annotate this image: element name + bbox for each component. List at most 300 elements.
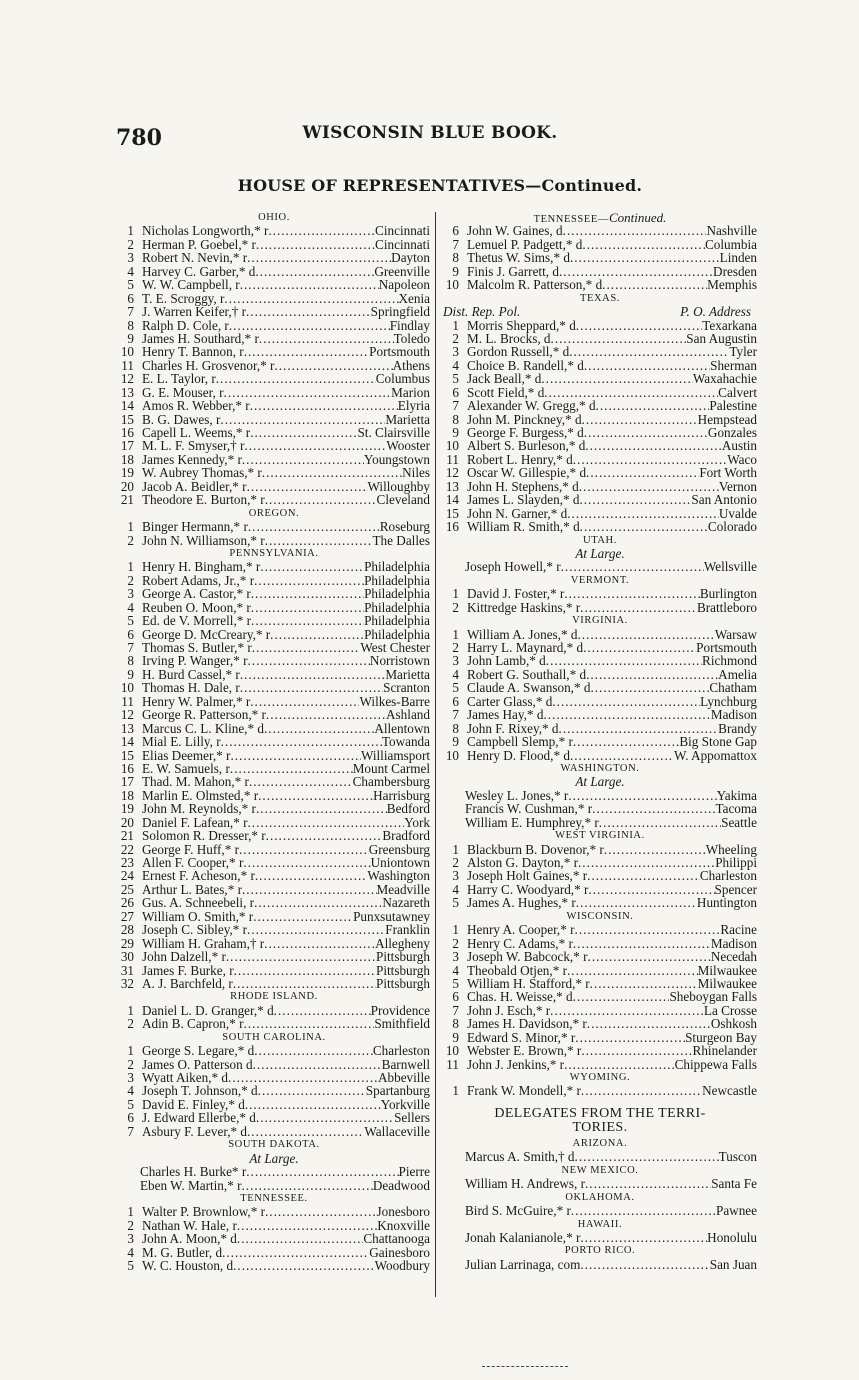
member-name: William A. Jones,* d — [467, 626, 578, 642]
district-number: 30 — [120, 949, 134, 965]
state-block-tennessee-continued — [443, 224, 757, 291]
territory-heading: OKLAHOMA. — [565, 1191, 635, 1203]
member-name: George S. Legare,* d — [142, 1043, 255, 1059]
member-row — [443, 413, 757, 426]
dot-leader — [561, 560, 704, 573]
district-number: 11 — [121, 693, 134, 709]
dot-leader — [220, 413, 385, 426]
member-row — [118, 1232, 430, 1245]
dot-leader — [246, 1165, 398, 1178]
member-name: David J. Foster,* r — [467, 586, 565, 602]
state-heading: UTAH. — [583, 534, 617, 546]
state-block-ohio — [118, 211, 430, 507]
dot-leader — [239, 843, 369, 856]
dot-leader — [587, 1017, 711, 1030]
member-name: Capell L. Weems,* r — [142, 425, 251, 440]
member-row — [443, 587, 757, 600]
post-office: Brandy — [718, 720, 757, 736]
district-number: 5 — [452, 371, 459, 387]
member-name: B. G. Dawes, r — [142, 411, 221, 427]
district-number: 7 — [452, 707, 459, 723]
district-number: 4 — [127, 1244, 134, 1260]
member-name: Theodore E. Burton,* r — [142, 492, 265, 508]
member-name: Wesley L. Jones,* r — [465, 787, 569, 803]
district-number: 6 — [452, 693, 459, 709]
member-row — [443, 601, 757, 614]
section-title: HOUSE OF REPRESENTATIVES—Continued. — [237, 176, 643, 195]
district-number: 5 — [452, 680, 459, 696]
member-row — [443, 628, 757, 641]
left-column — [118, 211, 430, 1273]
district-number: 4 — [127, 599, 134, 615]
post-office: Pittsburgh — [376, 975, 430, 991]
post-office: Seattle — [721, 814, 757, 830]
member-row — [118, 359, 430, 372]
page-number: 780 — [116, 125, 162, 151]
district-number: 14 — [445, 492, 459, 508]
member-row — [118, 964, 430, 977]
member-row — [443, 977, 757, 990]
member-row — [443, 493, 757, 506]
dot-leader — [265, 1205, 377, 1218]
dot-leader — [579, 480, 719, 493]
member-name: Theobald Otjen,* r — [467, 962, 567, 978]
at-large-subheading: At Large. — [249, 1150, 299, 1166]
state-heading: WYOMING. — [569, 1072, 631, 1084]
member-row — [118, 466, 430, 479]
member-name: Robert G. Southall,* d — [467, 666, 587, 682]
member-name: John W. Gaines, d — [467, 223, 563, 239]
state-heading: WISCONSIN. — [566, 910, 634, 922]
district-number: 3 — [452, 344, 459, 360]
post-office: Santa Fe — [711, 1176, 757, 1192]
district-number: 8 — [452, 720, 459, 736]
dot-leader — [567, 964, 698, 977]
post-office: Dayton — [391, 250, 430, 266]
dot-leader — [580, 1258, 709, 1271]
member-name: Claude A. Swanson,* d — [467, 680, 591, 696]
post-office: San Augustin — [686, 330, 757, 346]
dot-leader — [264, 722, 374, 735]
member-row — [443, 641, 757, 654]
member-name: Eben W. Martin,* r — [140, 1177, 242, 1193]
member-row — [443, 560, 757, 573]
member-name: George D. McCreary,* r — [142, 626, 271, 642]
member-name: W. W. Campbell, r — [142, 277, 240, 293]
member-row — [443, 708, 757, 721]
member-name: Wyatt Aiken,* d — [142, 1070, 229, 1085]
member-name: Henry A. Cooper,* r — [467, 922, 575, 938]
post-office: Texarkana — [702, 317, 757, 333]
member-row — [118, 265, 430, 278]
district-number: 7 — [452, 398, 459, 414]
district-number: 3 — [127, 250, 134, 266]
member-name: John M. Reynolds,* r — [142, 801, 256, 817]
post-office: Towanda — [381, 734, 430, 750]
district-number: 13 — [445, 478, 459, 494]
dot-leader — [578, 856, 715, 869]
dot-leader — [230, 762, 353, 775]
member-row — [443, 883, 757, 896]
post-office: Fort Worth — [699, 465, 757, 481]
dot-leader — [256, 802, 387, 815]
member-name: Kittredge Haskins,* r — [467, 599, 581, 615]
member-row — [118, 762, 430, 775]
district-number: 5 — [452, 895, 459, 911]
district-number: 1 — [127, 1043, 134, 1059]
dot-leader — [564, 1058, 675, 1071]
member-name: Morris Sheppard,* d — [467, 317, 576, 333]
member-name: William H. Andrews, r — [465, 1176, 585, 1192]
state-block-vermont — [443, 574, 757, 614]
district-number: 14 — [120, 734, 134, 750]
member-row — [443, 1031, 757, 1044]
dot-leader — [241, 1179, 372, 1192]
member-name: Scott Field,* d — [467, 384, 545, 400]
dot-leader — [573, 937, 711, 950]
dot-leader — [559, 265, 713, 278]
post-office: Roseburg — [379, 519, 430, 535]
post-office: Harrisburg — [373, 787, 430, 803]
district-number: 12 — [120, 707, 134, 723]
state-block-tennessee — [118, 1192, 430, 1273]
post-office: Chatham — [709, 680, 757, 696]
member-row — [443, 359, 757, 372]
post-office: Hempstead — [697, 411, 757, 427]
dot-leader — [247, 480, 368, 493]
member-name: Campbell Slemp,* r — [467, 734, 573, 750]
district-number: 2 — [452, 599, 459, 615]
member-name: Joseph W. Babcock,* r — [467, 949, 588, 965]
dot-leader — [229, 319, 390, 332]
district-number: 1 — [127, 223, 134, 239]
district-number: 18 — [120, 451, 134, 467]
dot-leader — [576, 319, 702, 332]
state-heading: OREGON. — [248, 507, 300, 519]
dot-leader — [224, 386, 392, 399]
post-office: Mount Carmel — [352, 760, 430, 776]
member-name: Frank W. Mondell,* r — [467, 1083, 581, 1099]
member-name: Joseph T. Johnson,* d — [142, 1083, 258, 1099]
dot-leader — [588, 950, 711, 963]
post-office: Pittsburgh — [376, 949, 430, 965]
member-row — [118, 816, 430, 829]
member-name: James F. Burke, r — [142, 962, 234, 978]
member-row — [443, 856, 757, 869]
post-office: Ashland — [386, 707, 430, 723]
column-heading-left: Dist. Rep. Pol. — [443, 304, 521, 320]
district-number: 7 — [452, 236, 459, 252]
dot-leader — [248, 816, 405, 829]
dot-leader — [559, 722, 719, 735]
district-number: 7 — [127, 1123, 134, 1139]
post-office: Brattleboro — [696, 599, 757, 615]
member-name: William O. Smith,* r — [142, 908, 254, 924]
state-block-rhode-island — [118, 990, 430, 1030]
member-row — [443, 990, 757, 1003]
dot-leader — [570, 251, 720, 264]
post-office: Sellers — [394, 1110, 430, 1126]
dot-leader — [253, 910, 353, 923]
post-office: Findlay — [389, 317, 430, 333]
member-name: William H. Stafford,* r — [467, 975, 590, 991]
member-name: Lemuel P. Padgett,* d — [467, 236, 583, 252]
district-number: 3 — [127, 1231, 134, 1247]
member-name: Solomon R. Dresser,* r — [142, 828, 266, 844]
member-name: Marcus C. L. Kline,* d — [142, 720, 264, 736]
state-heading: RHODE ISLAND. — [230, 991, 318, 1003]
post-office: Richmond — [702, 653, 757, 669]
member-name: Robert N. Nevin,* r — [142, 250, 248, 266]
post-office: Charleston — [372, 1043, 430, 1059]
member-row — [118, 1259, 430, 1272]
dot-leader — [596, 399, 710, 412]
dot-leader — [254, 896, 382, 909]
district-number: 9 — [452, 1029, 459, 1045]
member-row — [443, 319, 757, 332]
post-office: Portsmouth — [369, 344, 430, 360]
district-number: 28 — [120, 922, 134, 938]
member-row — [118, 587, 430, 600]
post-office: Williamsport — [360, 747, 430, 763]
member-name: Thomas S. Butler,* r — [142, 640, 252, 655]
member-row — [443, 950, 757, 963]
member-name: John M. Pinckney,* d — [467, 411, 582, 427]
district-number: 5 — [127, 1096, 134, 1112]
dot-leader — [250, 399, 398, 412]
district-number: 2 — [127, 236, 134, 252]
post-office: Wooster — [386, 438, 430, 454]
dot-leader — [221, 735, 382, 748]
post-office: Madison — [710, 707, 757, 723]
state-block-texas — [443, 292, 757, 534]
member-name: Elias Deemer,* r — [142, 747, 231, 763]
post-office: The Dalles — [372, 532, 430, 548]
dot-leader — [586, 668, 718, 681]
district-number: 2 — [127, 1217, 134, 1233]
member-name: Ralph D. Cole, r — [142, 317, 229, 333]
post-office: Xenia — [398, 290, 430, 306]
post-office: Elyria — [397, 398, 430, 414]
post-office: Wellsville — [703, 559, 757, 575]
member-row — [118, 534, 430, 547]
member-name: Thetus W. Sims,* d — [467, 250, 570, 266]
post-office: San Antonio — [691, 492, 757, 508]
member-name: T. E. Scroggy, r — [142, 290, 225, 306]
member-row — [443, 399, 757, 412]
member-row — [443, 802, 757, 815]
dot-leader — [579, 493, 691, 506]
post-office: Philadelphia — [364, 613, 430, 629]
post-office: Racine — [720, 922, 757, 938]
dot-leader — [253, 1058, 382, 1071]
member-row — [443, 1044, 757, 1057]
member-name: James Kennedy,* r — [142, 451, 242, 467]
post-office: Allegheny — [375, 935, 430, 951]
district-number: 21 — [120, 492, 134, 508]
member-row — [118, 668, 430, 681]
member-name: George F. Burgess,* d — [467, 425, 584, 441]
dot-leader — [237, 1219, 377, 1232]
member-name: Jack Beall,* d — [467, 371, 542, 387]
district-number: 11 — [446, 1056, 459, 1072]
member-name: Charles H. Burke* r — [140, 1164, 247, 1180]
district-number: 10 — [445, 747, 459, 763]
post-office: Bradford — [382, 828, 430, 844]
member-name: Choice B. Randell,* d — [467, 357, 584, 373]
post-office: Waxahachie — [692, 371, 757, 387]
column-heading-right: P. O. Address — [680, 304, 751, 320]
dot-leader — [247, 1125, 364, 1138]
member-row — [118, 654, 430, 667]
member-row — [443, 735, 757, 748]
dot-leader — [247, 654, 369, 667]
running-title: WISCONSIN BLUE BOOK. — [302, 123, 558, 143]
post-office: Tacoma — [715, 801, 757, 817]
district-number: 6 — [452, 989, 459, 1005]
member-row — [118, 399, 430, 412]
member-name: Binger Hermann,* r — [142, 519, 248, 535]
member-name: W. Aubrey Thomas,* r — [142, 465, 262, 481]
post-office: Charleston — [699, 868, 757, 884]
member-row — [118, 574, 430, 587]
member-row — [443, 265, 757, 278]
district-number: 31 — [120, 962, 134, 978]
member-name: Nicholas Longworth,* r — [142, 223, 269, 239]
member-name: George R. Patterson,* r — [142, 707, 266, 723]
delegates-heading-line-1: DELEGATES FROM THE TERRI- — [494, 1105, 706, 1121]
post-office: Cleveland — [376, 492, 430, 508]
district-number: 5 — [452, 975, 459, 991]
district-number: 1 — [127, 519, 134, 535]
column-headings — [443, 305, 757, 318]
district-number: 6 — [127, 1110, 134, 1126]
member-name: William E. Humphrey,* r — [465, 814, 599, 830]
member-row — [443, 843, 757, 856]
delegate-row — [443, 1177, 757, 1190]
post-office: Burlington — [699, 586, 757, 602]
member-row — [118, 614, 430, 627]
district-number: 1 — [452, 317, 459, 333]
dot-leader — [240, 668, 386, 681]
post-office: Punxsutawney — [353, 908, 430, 924]
member-name: Charles H. Grosvenor,* r — [142, 357, 275, 373]
post-office: Sherman — [710, 357, 757, 373]
post-office: Spartanburg — [365, 1083, 430, 1099]
member-name: Blackburn B. Dovenor,* r — [467, 841, 604, 857]
dot-leader — [551, 332, 687, 345]
post-office: W. Appomattox — [673, 747, 757, 763]
member-name: James O. Patterson d — [142, 1056, 253, 1072]
member-name: Joseph C. Sibley,* r — [142, 922, 248, 938]
member-row — [443, 1084, 757, 1097]
member-row — [118, 292, 430, 305]
member-row — [443, 896, 757, 909]
district-number: 14 — [120, 398, 134, 414]
dot-leader — [251, 601, 364, 614]
post-office: Columbia — [704, 236, 757, 252]
dot-leader — [233, 1259, 375, 1272]
dot-leader — [247, 251, 391, 264]
member-name: Marlin E. Olmsted,* r — [142, 787, 259, 803]
dot-leader — [592, 802, 715, 815]
member-row — [443, 480, 757, 493]
post-office: Philadelphia — [364, 599, 430, 615]
post-office: Big Stone Gap — [679, 734, 757, 750]
dot-leader — [248, 520, 380, 533]
district-number: 4 — [127, 263, 134, 279]
district-number: 11 — [446, 451, 459, 467]
state-block-pennsylvania — [118, 547, 430, 990]
district-number: 11 — [121, 357, 134, 373]
member-row — [118, 224, 430, 237]
state-heading: PENNSYLVANIA. — [229, 547, 319, 559]
dot-leader — [244, 439, 386, 452]
member-row — [118, 708, 430, 721]
member-row — [118, 305, 430, 318]
at-large-subheading: At Large. — [575, 545, 625, 561]
dot-leader — [262, 466, 402, 479]
dot-leader — [569, 345, 729, 358]
member-name: James Hay,* d — [467, 707, 544, 723]
post-office: La Crosse — [703, 1002, 757, 1018]
district-number: 3 — [127, 1070, 134, 1085]
dot-leader — [258, 789, 373, 802]
district-number: 1 — [452, 841, 459, 857]
district-number: 5 — [127, 613, 134, 629]
dot-leader — [274, 1004, 371, 1017]
post-office: Vernon — [718, 478, 757, 494]
district-number: 8 — [127, 653, 134, 669]
dot-leader — [564, 587, 700, 600]
dot-leader — [255, 869, 367, 882]
post-office: West Chester — [360, 640, 430, 655]
post-office: Waco — [727, 451, 757, 467]
member-name: Daniel L. D. Granger,* d — [142, 1002, 274, 1018]
dot-leader — [581, 1084, 702, 1097]
state-block-west-virginia — [443, 829, 757, 910]
dot-leader — [268, 224, 375, 237]
member-name: Jacob A. Beidler,* r — [142, 478, 247, 494]
post-office: Chippewa Falls — [674, 1056, 757, 1072]
member-name: William R. Smith,* d — [467, 519, 580, 535]
member-name: Thomas H. Dale, r — [142, 680, 240, 696]
post-office: Marion — [391, 384, 430, 400]
district-number: 3 — [452, 949, 459, 965]
post-office: Portsmouth — [696, 640, 757, 656]
delegates-list — [443, 1137, 757, 1271]
member-name: Ernest F. Acheson,* r — [142, 868, 255, 884]
member-name: Henry D. Flood,* d — [467, 747, 570, 763]
post-office: Rhinelander — [692, 1043, 757, 1059]
dot-leader — [581, 1044, 692, 1057]
dot-leader — [242, 883, 377, 896]
member-name: Henry T. Bannon, r — [142, 344, 244, 360]
member-row — [118, 251, 430, 264]
member-row — [443, 1058, 757, 1071]
district-number: 8 — [127, 317, 134, 333]
member-row — [118, 1084, 430, 1097]
member-row — [118, 749, 430, 762]
member-name: Arthur L. Bates,* r — [142, 881, 242, 897]
post-office: Warsaw — [714, 626, 757, 642]
district-number: 1 — [127, 1204, 134, 1220]
district-number: 21 — [120, 828, 134, 844]
right-column — [443, 211, 757, 1271]
dot-leader — [266, 829, 383, 842]
dot-leader — [575, 1031, 685, 1044]
district-number: 16 — [445, 519, 459, 535]
